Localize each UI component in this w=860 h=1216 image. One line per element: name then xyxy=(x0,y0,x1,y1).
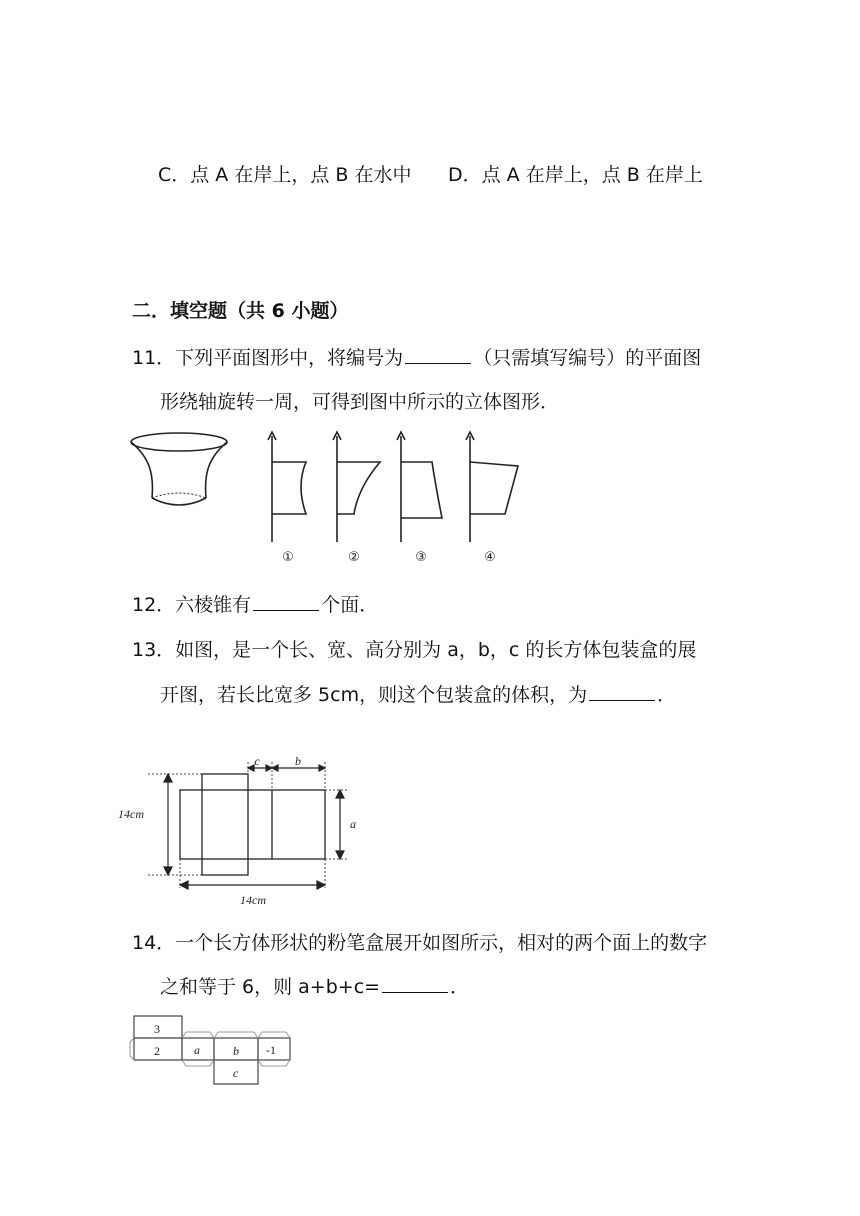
shape-label-2: ② xyxy=(348,550,360,565)
q13-a-label: a xyxy=(350,817,356,831)
q13-line-2 xyxy=(160,680,676,707)
q12-text-a: 12．六棱锥有 xyxy=(132,594,252,616)
q14-text-end: ． xyxy=(450,976,470,998)
q12-answer-blank[interactable] xyxy=(253,594,319,611)
frustum-solid xyxy=(131,433,227,505)
q14-b-value: b xyxy=(233,1044,239,1058)
q11-figure xyxy=(128,430,528,570)
shape-label-3: ③ xyxy=(415,550,427,565)
q14-right-value: -1 xyxy=(266,1043,276,1057)
q11-text-b: （只需填写编号）的平面图 xyxy=(473,347,702,369)
q14-line-2 xyxy=(160,972,469,999)
q13-c-label: c xyxy=(254,754,260,768)
shape-label-1: ① xyxy=(282,550,294,565)
q13-text-end: ． xyxy=(657,684,677,706)
shape-4 xyxy=(466,432,518,542)
q13-height-label: 14cm xyxy=(118,807,144,821)
shape-3 xyxy=(397,432,442,542)
q14-a-value: a xyxy=(194,1043,200,1057)
q11-line-1 xyxy=(132,343,701,370)
shape-label-4: ④ xyxy=(484,550,496,565)
q14-text-b: 之和等于 6，则 a+b+c= xyxy=(160,976,381,998)
q14-line-1: 14．一个长方体形状的粉笔盒展开如图所示，相对的两个面上的数字 xyxy=(132,932,708,954)
q12-line xyxy=(132,590,378,617)
option-c: C．点 A 在岸上，点 B 在水中 xyxy=(158,164,412,186)
q11-line-2: 形绕轴旋转一周，可得到图中所示的立体图形． xyxy=(160,391,560,413)
q14-answer-blank[interactable] xyxy=(382,976,448,993)
q14-left-value: 2 xyxy=(154,1044,160,1058)
shape-1 xyxy=(268,432,306,542)
option-d: D．点 A 在岸上，点 B 在岸上 xyxy=(448,164,703,186)
q13-width-label: 14cm xyxy=(240,893,266,907)
q12-text-b: 个面． xyxy=(321,594,379,616)
section-title: 二．填空题（共 6 小题） xyxy=(132,300,349,322)
shape-2 xyxy=(333,432,380,542)
q13-answer-blank[interactable] xyxy=(589,684,655,701)
q14-figure xyxy=(130,1010,300,1100)
q14-bottom-value: c xyxy=(233,1066,239,1080)
q13-figure xyxy=(112,754,362,910)
q11-text-a: 11．下列平面图形中，将编号为 xyxy=(132,347,404,369)
q13-line-1: 13．如图，是一个长、宽、高分别为 a，b，c 的长方体包装盒的展 xyxy=(132,639,697,661)
q14-top-value: 3 xyxy=(154,1022,160,1036)
q13-text-b: 开图，若长比宽多 5cm，则这个包装盒的体积，为 xyxy=(160,684,588,706)
q11-answer-blank[interactable] xyxy=(405,347,471,364)
net-flap-rect xyxy=(202,774,248,875)
q13-b-label: b xyxy=(295,754,301,768)
